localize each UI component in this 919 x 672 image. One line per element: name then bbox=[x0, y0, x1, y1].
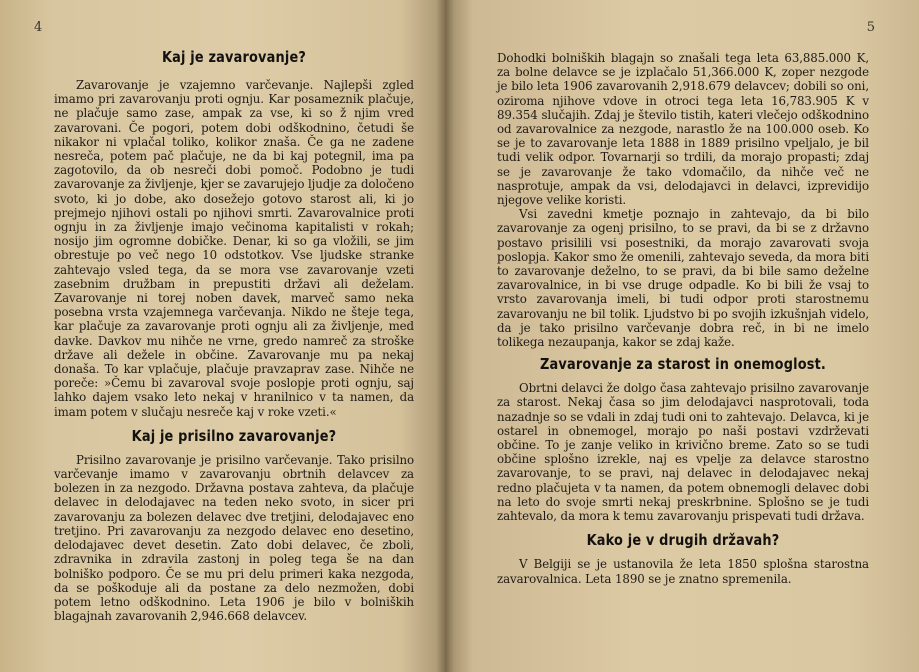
right-page bbox=[445, 0, 919, 672]
paragraph-compulsory-insurance: Prisilno zavarovanje je prisilno varčevanje. Tako prisilno varčevanje imamo v zavarovanju obrtnih delavcev za bolezen in za nezgodo. Državna postava zahteva, da plačuje delavec in delodajavec na teden neko svoto, in sicer pri zavarovanju za bolezen delavec dve tretjini, delodajavec eno tretjino. Pri zavarovanju za nezgodo delavec eno desetino, delodajavec devet desetin. Zato dobi delavec, če zboli, zdravnika in zdravila zastonj in poleg tega še na dan bolniško podporo. Če se mu pri delu primeri kaka nezgoda, da se poškoduje ali da postane za delo nezmožen, dobi potem letno odškodnino. Leta 1906 je bilo v bolniških blagajnah zavarovanih 2,946.668 delavcev. bbox=[54, 452, 414, 624]
right-column bbox=[497, 51, 869, 586]
paragraph-insurance-definition: Zavarovanje je vzajemno varčevanje. Najlepši zgled imamo pri zavarovanju proti ognju. Kar posameznik plačuje, ne plačuje samo zase, ampak za vse, ki so ž njim vred zavarovani. Če pogori, potem dobi odškodnino, četudi še nikakor ni vplačal toliko, kolikor znaša. Če ga ne zadene nesreča, potem pač plačuje, ne da bi kaj potegnil, ima pa zagotovilo, da ob nesreči dobi pomoč. Podobno je tudi zavarovanje za življenje, kjer se zavarujejo ljudje za določeno svoto, ki jo dobe, ako dosežejo gotovo starost ali, ki jo prejmejo njihovi ostali po njihovi smrti. Zavarovalnice proti ognju in za življenje imajo večinoma kapitalisti v rokah; nosijo jim ogromne dobičke. Denar, ki so ga vložili, se jim obrestuje po več nego 10 odstotkov. Vse ljudske stranke zahtevajo vsled tega, da se mora vse zavarovanje vzeti zasebnim družbam in prepustiti državi ali deželam. Zavarovanje ni torej noben davek, marveč samo neka posebna vrsta vzajemnega varčevanja. Nikdo ne šteje tega, kar plačuje za zavarovanje proti ognju ali za življenje, med davke. Davkov mu nihče ne vrne, gredo namreč za stroške države ali dežele in občine. Zavarovanje mu pa nekaj donaša. To kar vplačuje, plačuje pravzaprav zase. Nihče ne poreče: »Čemu bi zavaroval svoje poslopje proti ognju, saj lahko dajem vsako leto nekaj v hranilnico v ta namen, da imam potem v slučaju nesreče kaj v roke vzeti.« bbox=[54, 78, 414, 419]
left-column bbox=[54, 48, 414, 623]
page-number-left: 4 bbox=[34, 20, 43, 35]
heading-old-age-insurance: Zavarovanje za starost in onemoglost. bbox=[539, 355, 827, 374]
left-page bbox=[0, 0, 445, 672]
heading-compulsory-insurance: Kaj je prisilno zavarovanje? bbox=[131, 426, 337, 445]
paragraph-sickness-funds: Dohodki bolniških blagajn so znašali tega leta 63,885.000 K, za bolne delavce se je izplačalo 51,366.000 K, zoper nezgode je bilo leta 1906 zavarovanih 2,918.679 delavcev; dobili so oni, oziroma njihove vdove in otroci tega leta 16,783.905 K v 89.354 slučajih. Zdaj je število tistih, kateri vlečejo odškodnino od zavarovalnice za nezgode, narastlo že na 100.000 oseb. Ko se je to zavarovanje leta 1888 in 1889 prisilno vpeljalo, je bil tudi velik odpor. Tovarnarji so trdili, da morajo propasti; zdaj se je zavarovanje že tako vdomačilo, da nihče več ne nasprotuje, ampak da vsi, delodajavci in delavci, izprevidijo njegove velike koristi. bbox=[497, 51, 869, 208]
heading-other-countries: Kako je v drugih državah? bbox=[586, 531, 780, 550]
paragraph-old-age-insurance: Obrtni delavci že dolgo časa zahtevajo prisilno zavarovanje za starost. Nekaj časa so jim delodajavci nasprotovali, toda nazadnje so se vdali in zdaj tudi oni to zahtevajo. Delavca, ki je ostarel in obnemogel, morajo po naši postavi vzdrževati občine. To je zanje veliko in krivično breme. Zato so se tudi občine splošno izrekle, naj es vpelje za delavce starostno zavarovanje, to se pravi, naj delavec in delodajavec nekaj redno plačujeta v ta namen, da potem obnemogli delavec dobi na leto do svoje smrti nekaj preskrbnine. Splošno se je tudi zahtevalo, da mora k temu zavarovanju prispevati tudi država. bbox=[497, 381, 869, 524]
paragraph-belgium: V Belgiji se je ustanovila že leta 1850 splošna starostna zavarovalnica. Leta 1890 se je znatno spremenila. bbox=[497, 557, 869, 586]
page-number-right: 5 bbox=[866, 20, 875, 35]
heading-what-is-insurance: Kaj je zavarovanje? bbox=[161, 48, 307, 66]
paragraph-fire-insurance: Vsi zavedni kmetje poznajo in zahtevajo, da bi bilo zavarovanje za ogenj prisilno, to se pravi, da bi se z državno postavo prisilili vsi posestniki, da morajo zavarovati svoja poslopja. Kakor smo že omenili, zahtevajo seveda, da mora biti to zavarovanje deželno, to se pravi, da bi bile samo deželne zavarovalnice, in bi vse druge odpadle. Ko bi bili že vsaj to vrsto zavarovanja imeli, bi tudi odpor proti starostnemu zavarovanju ne bil tolik. Ljudstvo bi po svojih izkušnjah videlo, da je tako prisilno varčevanje dobra reč, in bi ne imelo tolikega nezaupanja, kakor se zdaj kaže. bbox=[497, 207, 869, 350]
